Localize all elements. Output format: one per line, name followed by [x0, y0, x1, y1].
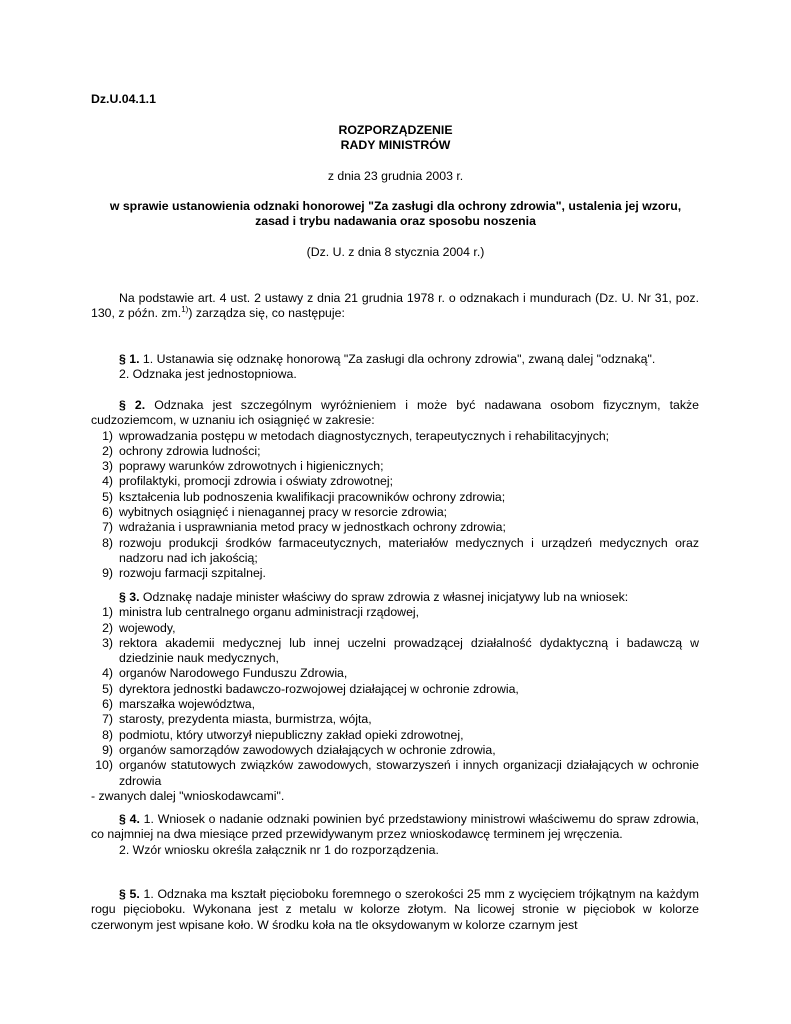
section-3-outro: - zwanych dalej "wnioskodawcami". [91, 788, 285, 803]
section-5-p1: 1. Odznaka ma kształt pięcioboku foremnego o szerokości 25 mm z wycięciem trójkątnym na każdym rogu pięcioboku. Wykonana jest z metalu w kolorze złotym. Na licowej stronie w pięciobok w kolorze czerwonym jest wpisane koło. W środku koła na tle oksydowanym w kolorze czarnym jest [91, 887, 699, 932]
list-item: 4) organów Narodowego Funduszu Zdrowia, [102, 666, 348, 681]
section-4 [91, 812, 699, 858]
section-3-label: § 3. [119, 590, 140, 604]
list-item: 2) ochrony zdrowia ludności; [102, 443, 261, 458]
title-line-2: RADY MINISTRÓW [340, 138, 451, 152]
section-4-p2: 2. Wzór wniosku określa załącznik nr 1 do rozporządzenia. [119, 842, 439, 857]
section-1-label: § 1. [119, 352, 140, 366]
subject-line-2: zasad i trybu nadawania oraz sposobu noszenia [255, 214, 536, 228]
preamble [91, 291, 699, 322]
list-item: 3) rektora akademii medycznej lub innej uczelni prowadzącej działalność dydaktyczną i badawczą w dziedzinie nauk medycznych, [102, 635, 699, 666]
preamble-text-end: ) zarządza się, co następuje: [188, 306, 345, 321]
list-item: 6) wybitnych osiągnięć i nienagannej pracy w resorcie zdrowia; [102, 505, 448, 520]
section-4-label: § 4. [119, 812, 140, 826]
list-item: 4) profilaktyki, promocji zdrowia i oświaty zdrowotnej; [102, 474, 394, 489]
section-2-label: § 2. [119, 398, 146, 412]
list-item: 1) ministra lub centralnego organu administracji rządowej, [102, 605, 420, 620]
section-2 [91, 398, 699, 582]
footnote-marker[interactable]: 1) [181, 305, 189, 315]
section-1-p2: 2. Odznaka jest jednostopniowa. [119, 367, 297, 382]
list-item: 9) rozwoju farmacji szpitalnej. [102, 566, 266, 581]
subject-line-1: w sprawie ustanowienia odznaki honorowej "Za zasługi dla ochrony zdrowia", ustalenia jej wzoru, [109, 199, 682, 213]
list-item: 7) starosty, prezydenta miasta, burmistrza, wójta, [102, 712, 372, 727]
section-1 [91, 352, 699, 383]
list-item: 1) wprowadzania postępu w metodach diagnostycznych, terapeutycznych i rehabilitacyjnych; [102, 428, 610, 443]
section-2-intro: Odznaka jest szczególnym wyróżnieniem i może być nadawana osobom fizycznym, także cudzoziemcom, w uznaniu ich osiągnięć w zakresie: [91, 398, 699, 428]
section-3 [91, 590, 699, 804]
title-line-1: ROZPORZĄDZENIE [338, 123, 453, 137]
list-item: 7) wdrażania i usprawniania metod pracy w jednostkach ochrony zdrowia; [102, 520, 506, 535]
section-5 [91, 887, 699, 933]
preamble-text: Na podstawie art. 4 ust. 2 ustawy z dnia 21 grudnia 1978 r. o odznakach i mundurach (Dz. U. Nr 31, poz. 130, z późn. zm. [91, 291, 699, 321]
section-5-label: § 5. [119, 887, 140, 901]
list-item: 5) dyrektora jednostki badawczo-rozwojowej działającej w ochronie zdrowia, [102, 681, 519, 696]
document-id: Dz.U.04.1.1 [91, 92, 156, 106]
section-3-intro: Odznakę nadaje minister właściwy do spraw zdrowia z własnej inicjatywy lub na wniosek: [139, 590, 629, 604]
list-item: 3) poprawy warunków zdrowotnych i higienicznych; [102, 459, 384, 474]
list-item: 8) rozwoju produkcji środków farmaceutycznych, materiałów medycznych i urządzeń medycznych oraz nadzoru nad ich jakością; [102, 535, 699, 565]
list-item: 6) marszałka województwa, [102, 697, 255, 712]
publication-note: (Dz. U. z dnia 8 stycznia 2004 r.) [306, 245, 485, 259]
section-3-list [91, 605, 699, 789]
section-4-p1: 1. Wniosek o nadanie odznaki powinien być przedstawiony ministrowi właściwemu do spraw zdrowia, co najmniej na dwa miesiące przed przewidywanym przez wnioskodawcę terminem jej wręczenia. [91, 812, 700, 842]
section-1-p1: 1. Ustanawia się odznakę honorową "Za zasługi dla ochrony zdrowia", zwaną dalej "odznaką". [139, 352, 656, 366]
list-item: 10) organów statutowych związków zawodowych, stowarzyszeń i innych organizacji działających w ochronie zdrowia [95, 758, 699, 788]
document-date: z dnia 23 grudnia 2003 r. [327, 169, 464, 183]
list-item: 8) podmiotu, który utworzył niepubliczny zakład opieki zdrowotnej, [102, 727, 464, 742]
list-item: 5) kształcenia lub podnoszenia kwalifikacji pracowników ochrony zdrowia; [102, 489, 506, 504]
list-item: 2) wojewody, [102, 620, 176, 635]
list-item: 9) organów samorządów zawodowych działających w ochronie zdrowia, [102, 742, 496, 757]
section-2-list [91, 429, 699, 582]
